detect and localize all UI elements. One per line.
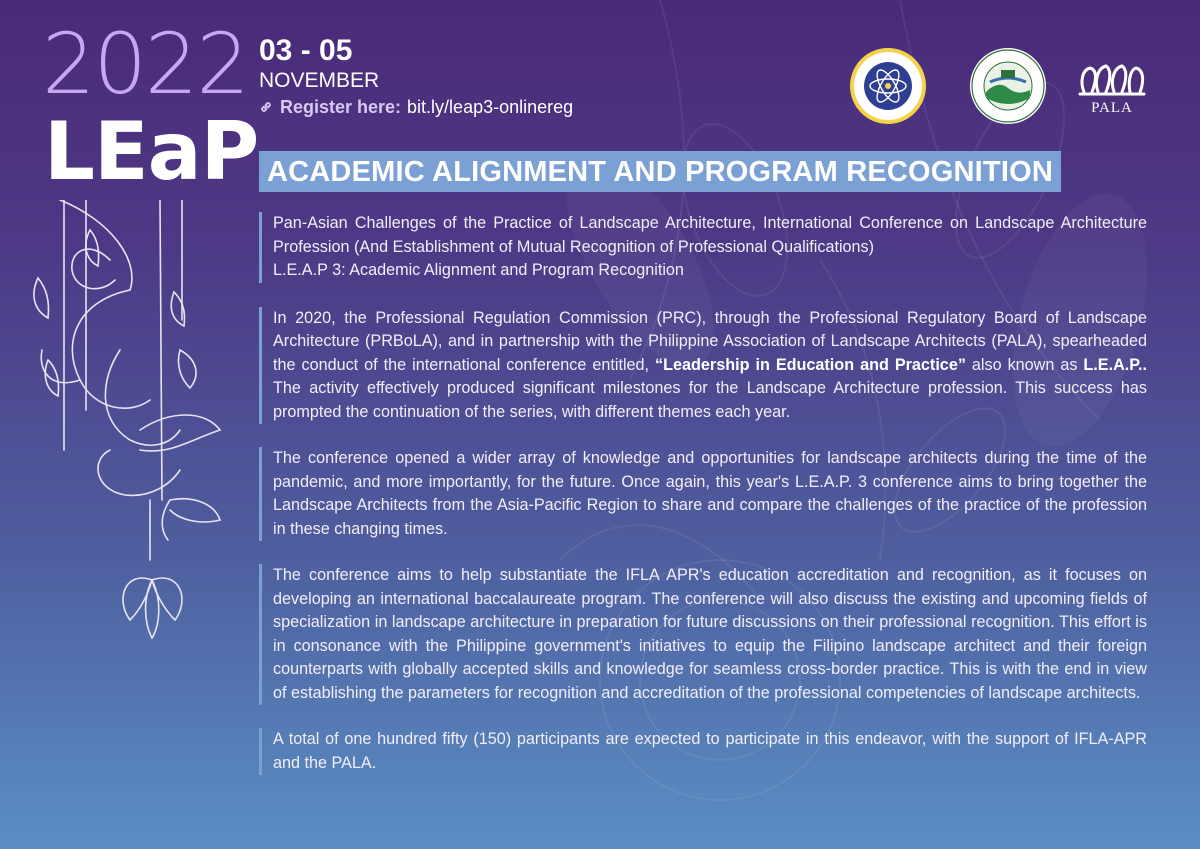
p2-acronym: L.E.A.P.. (1083, 355, 1147, 374)
link-icon (258, 99, 274, 115)
page-headline: ACADEMIC ALIGNMENT AND PROGRAM RECOGNITION (259, 151, 1061, 192)
event-date-range: 03 - 05 (259, 34, 353, 67)
p2-text-c: The activity effectively produced significant milestones for the Landscape Architecture profession. This success has prompted the continuation of the series, with different themes each year. (273, 379, 1147, 421)
intro-paragraph (259, 212, 1147, 283)
event-month: NOVEMBER (259, 69, 380, 92)
board-landscape-architecture-seal-logo (968, 46, 1048, 126)
pala-emblem-icon (1076, 62, 1148, 98)
pala-logo (1076, 62, 1148, 118)
p2-conference-name: “Leadership in Education and Practice” (655, 355, 966, 374)
conference-aims-paragraph: The conference aims to help substantiate the IFLA APR's education accreditation and recognition, as it focuses on developing an international baccalaureate program. The conference will also discuss the existing and upcoming fields of specialization in landscape architecture in preparation for future discussions on their professional recognition. This effort is in consonance with the Philippine government's initiatives to equip the Filipino landscape architect and their foreign counterparts with globally accepted skills and knowledge for seamless cross-border practice. This is with the end in view of establishing the parameters for recognition and accreditation of the professional competencies of landscape architects. (259, 564, 1147, 705)
conference-subtitle: L.E.A.P 3: Academic Alignment and Program Recognition (273, 261, 684, 279)
participants-paragraph: A total of one hundred fifty (150) participants are expected to participate in this endeavor, with the support of IFLA-APR and the PALA. (259, 728, 1147, 775)
pala-wordmark: PALA (1091, 100, 1133, 116)
background-paragraph (259, 307, 1147, 425)
register-link[interactable]: bit.ly/leap3-onlinereg (407, 97, 574, 117)
flower-vine-illustration (20, 200, 250, 640)
conference-scope-paragraph: The conference opened a wider array of knowledge and opportunities for landscape architects during the time of the pandemic, and more importantly, for the future. Once again, this year's L.E.A.P. 3 conference aims to bring together the Landscape Architects from the Asia-Pacific Region to share and compare the challenges of the practice of the profession in these changing times. (259, 447, 1147, 541)
p2-text-a: In 2020, the Professional Regulation Commission (PRC), through the Professional Regulatory Board of Landscape Architecture (PRBoLA), and in partnership with the Philippine Association of Landscape Architects (PALA), spearheaded the conduct of the international conference entitled, (273, 308, 1147, 374)
register-row (258, 98, 573, 116)
event-brand-title: LEaP (44, 105, 259, 198)
conference-full-title: Pan-Asian Challenges of the Practice of Landscape Architecture, International Conference on Landscape Architecture Profession (And Establishment of Mutual Recognition of Professional Qualifications) (273, 214, 1147, 256)
prc-seal-logo (848, 46, 928, 126)
partner-logos (848, 46, 1158, 124)
event-year: 2022 (42, 15, 248, 113)
article-body (259, 212, 1147, 798)
p2-text-b: also known as (965, 355, 1084, 374)
register-label: Register here: (280, 97, 402, 117)
